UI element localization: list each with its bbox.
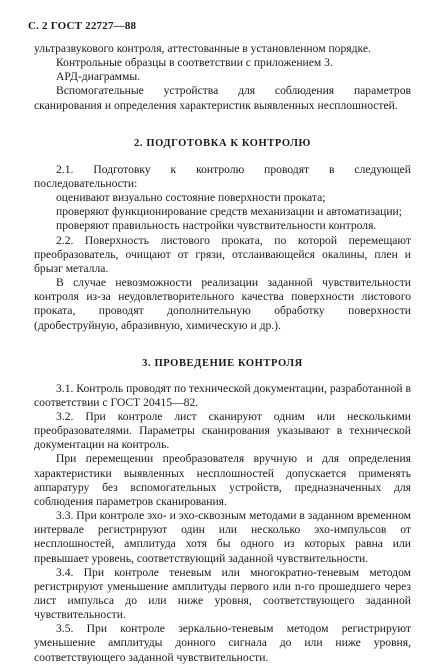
intro-line-2: Контрольные образцы в соответствии с приложением 3. xyxy=(56,56,333,70)
section-3-paragraph: При перемещении преобразователя вручную и для определения характеристики выявленных несплошностей допускается применять аппаратуру без вспомогательных устройств, предназначенных для соблюдения параметров сканирования. xyxy=(34,452,411,508)
intro-line-3: АРД-диаграммы. xyxy=(56,70,141,84)
section-2-paragraph: В случае невозможности реализации заданной чувствительности контроля из-за неудовлетворительного качества поверхности листового проката, проводят дополнительную обработку поверхности (дробеструйную, абразивную, химическую и др.). xyxy=(34,276,411,332)
section-2-paragraph: 2.1. Подготовку к контролю проводят в следующей последовательности: xyxy=(34,162,411,190)
section-3-body xyxy=(34,382,411,665)
section-3-heading: 3. ПРОВЕДЕНИЕ КОНТРОЛЯ xyxy=(142,357,303,369)
page-header: С. 2 ГОСТ 22727—88 xyxy=(28,20,137,32)
section-2-body xyxy=(34,163,411,333)
section-3-paragraph: 3.1. Контроль проводят по технической документации, разработанной в соответствии с ГОСТ 20415—82. xyxy=(34,381,411,409)
section-2-heading: 2. ПОДГОТОВКА К КОНТРОЛЮ xyxy=(134,137,311,149)
section-2-paragraph: проверяют правильность настройки чувствительности контроля. xyxy=(56,219,377,233)
section-3-paragraph: 3.5. При контроле зеркально-теневым методом регистрируют уменьшение амплитуды донного сигнала до или ниже уровня, соответствующего заданной чувствительности. xyxy=(34,622,411,664)
intro-block xyxy=(34,42,411,113)
section-2-paragraph: проверяют функционирование средств механизации и автоматизации; xyxy=(56,205,402,219)
section-2-paragraph: оценивают визуально состояние поверхности проката; xyxy=(56,191,326,205)
section-2-paragraph: 2.2. Поверхность листового проката, по которой перемещают преобразователь, очищают от грязи, отслаивающейся окалины, плен и брызг металла. xyxy=(34,233,411,275)
section-3-paragraph: 3.2. При контроле лист сканируют одним или несколькими преобразователями. Параметры сканирования указывают в технической документации на контроль. xyxy=(34,409,411,452)
section-3-paragraph: 3.4. При контроле теневым или многократно-теневым методом регистрируют уменьшение амплитуды первого или n-го прошедшего через лист импульса до или ниже уровня, соответствующего заданной чувствительности. xyxy=(34,565,411,622)
intro-line-1: ультразвукового контроля, аттестованные в установленном порядке. xyxy=(34,42,371,55)
section-3-paragraph: 3.3. При контроле эхо- и эхо-сквозным методами в заданном временном интервале регистрируют один или несколько эхо-импульсов от несплошностей, амплитуда хотя бы одного из которых равна или превышает уровень, соответствующий заданной чувствительности. xyxy=(34,509,411,565)
intro-line-4: Вспомогательные устройства для соблюдения параметров сканирования и определения характеристик выявленных несплошностей. xyxy=(34,84,411,112)
